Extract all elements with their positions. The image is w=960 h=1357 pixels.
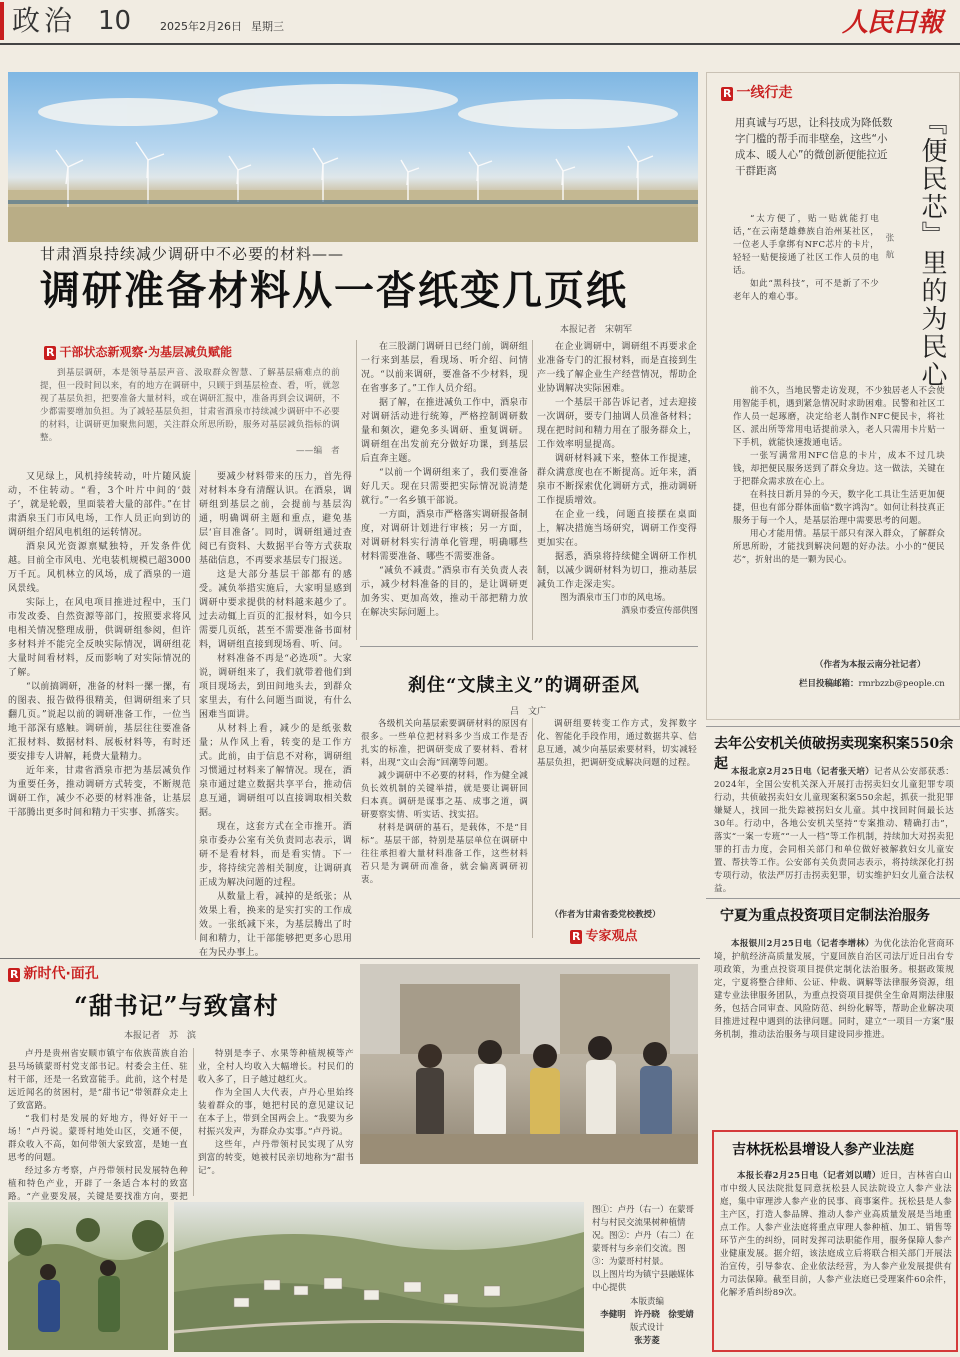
- feature-paragraph: 作为全国人大代表，卢丹心里始终装着群众的事，她把村民的意见建议记在本子上，带到全国两会上。“我要为乡村振兴发声，为群众办实事。”卢丹说。: [198, 1088, 354, 1137]
- column-badge-icon: R: [723, 87, 732, 100]
- news1-text: 记者从公安部获悉：2024年，全国公安机关深入开展打击拐卖妇女儿童犯罪专项行动，共侦破拐卖妇女儿童现案积案550余起，抓获一批犯罪嫌疑人，找回一批失踪被拐妇女儿童。其中找回时间最长达30年。行动中，各地公安机关坚持“专案推动、精确打击”，落实“一案一专班”“一人一档”等工作机制，持续加大对拐卖犯罪的打击力度，会同相关部门和单位做好被解救妇女儿童安置、帮扶等工作。公安部有关负责同志表示，将持续深化打拐专项行动，依法严厉打击拐卖犯罪，切实维护妇女儿童合法权益。: [714, 767, 955, 894]
- frontline-paragraph: 前不久，当地民警走访发现，不少独居老人不会使用智能手机，遇到紧急情况时求助困难。民警和社区工作人员一起琢磨，决定给老人制作NFC便民卡，将社区、派出所等常用电话提前录入，老人只需用卡片贴一下手机，就能快速拨通电话。: [733, 386, 945, 448]
- feature-body-col1: [8, 1048, 188, 1202]
- frontline-author-note: （作者为本报云南分社记者）: [815, 660, 926, 670]
- frontline-body-lower: [733, 385, 945, 651]
- feature-paragraph: 这些年，卢丹带领村民实现了从穷到富的转变，她被村民亲切地称为“甜书记”。: [198, 1140, 354, 1176]
- lead-paragraph: “以前搞调研，准备的材料一摞一摞，有的图表、报告做得很精美，但调研组来了只翻几页。”说起以前的调研准备工作，一位当地干部深有感触。调研前，基层往往要准备汇报材料、数据材料、展板材料等，有时还要安排专人讲解，耗费大量精力。: [8, 682, 191, 762]
- lead-paragraph: 近年来，甘肃省酒泉市把为基层减负作为重要任务，推动调研方式转变，不断规范调研工作，减少不必要的材料准备，让基层干部腾出更多时间和精力干实事、抓落实。: [8, 766, 191, 818]
- frontline-vertical-title: 『便民芯』里的为民心: [917, 109, 947, 389]
- feature-paragraph: 卢丹是贵州省安顺市镇宁布依族苗族自治县马场镇蒙哥村党支部书记。村委会主任、驻村干部，还是一名致富能手。此前，这个村是远近闻名的贫困村，是“甜书记”带领群众走上了致富路。: [8, 1049, 188, 1111]
- news-rule: [706, 898, 960, 899]
- lead-paragraph: 现在，这套方式在全市推开。酒泉市委办公室有关负责同志表示，调研不是看材料，而是看实情。下一步，将持续完善相关制度，让调研真正成为解决问题的过程。: [199, 822, 352, 888]
- lead-paragraph: 从数量上看，减掉的是纸张；从效果上看，换来的是实打实的工作成效。一张纸减下来，为基层腾出了时间和精力，让干部能够把更多心思用在为民办事上。: [199, 892, 352, 958]
- editor-note-sign: ——编 者: [295, 446, 340, 456]
- feature-paragraph: 特别是李子、水果等种植规模等产业，全村人均收入大幅增长。村民们的收入多了，日子越过越红火。: [198, 1049, 354, 1085]
- frontline-paragraph: “太方便了，贴一贴就能打电话，”在云南楚雄彝族自治州某社区，一位老人手拿绑有NFC芯片的卡片，轻轻一贴便接通了社区工作人员的电话。: [733, 214, 879, 276]
- news3-dateline: 本报长春2月25日电: [737, 1171, 819, 1181]
- column-divider: [532, 718, 533, 938]
- news3-box: [712, 1130, 958, 1352]
- column-divider: [195, 470, 196, 940]
- lead-paragraph: 又见绿上，风机持续转动，叶片随风旋动，不住转动。“看，3个叶片中间的‘鼓子’，就是轮毂，里面装着大量的部件。”在甘肃酒泉玉门市风电场，工作人员正向到访的调研组介绍风电机组的运转情况。: [8, 472, 191, 538]
- news3-body: [720, 1170, 952, 1348]
- masthead-rule: [0, 43, 960, 45]
- frontline-paragraph: 如此“黑科技”，可不是新了不少老年人的难心事。: [733, 279, 879, 302]
- feature-orchard-photo: [8, 1202, 168, 1350]
- lead-headline: 调研准备材料从一沓纸变几页纸: [40, 268, 628, 314]
- news1-reporter: （记者张天培）: [811, 767, 875, 777]
- masthead: [0, 0, 960, 46]
- frontline-contact-email[interactable]: rmrbzzb@people.cn: [858, 679, 945, 689]
- editor-note-text: 到基层调研，本是领导基层声音、汲取群众智慧、了解基层痛难点的前提，但一段时间以来，有的地方在调研中，只顾于到基层检查、看，听，就忽视了基层负担，把要准备大量材料，或在调研汇报中，准备再到会议调研，不少都需要增加负担。为了减轻基层负担，甘肃省酒泉市持续减少调研中不必要的材料，让调研更加聚焦问题，关注群众所思所盼，服务对基层减负指标的调整。: [40, 368, 340, 443]
- frontline-paragraph: 一张写满常用NFC信息的卡片，成本不过几块钱，却把便民服务送到了群众身边。这一做法，关键在于把群众需求放在心上。: [733, 451, 945, 487]
- feature-paragraph: “我们村是发展的好地方，得好好干一场！”卢丹说。蒙哥村地处山区，交通不便，群众收入不高，如何带领大家致富，是她一直思考的问题。: [8, 1114, 188, 1163]
- newspaper-logo: 人民日報: [842, 8, 943, 38]
- lead-paragraph: 这是大部分基层干部都有的感受。减负举措实施后，大家明显感到调研中要求提供的材料越来越少了。过去动辄上百页的汇报材料，如今只需要几页纸，甚至不需要准备书面材料，调研组直接到现场看、听、问。: [199, 570, 352, 650]
- editor-note: [40, 367, 340, 458]
- feature-paragraph: 经过多方考察，卢丹带领村民发展特色种植和特色产业，开辟了一条适合本村的致富路。“产业要发展，关键是要找准方向，要把: [8, 1166, 188, 1202]
- news2-text: 为优化法治化营商环境，护航经济高质量发展，宁夏回族自治区司法厅近日出台专项政策，为重点投资项目提供定制化法治服务。根据政策规定，宁夏将整合律师、公证、仲裁、调解等法律服务资源，组建专业法律服务团队，为重点投资项目提供全生命周期法律服务，包括合同审查、风险防范、纠纷化解等，帮助企业解决项目推进过程中遇到的法律问题。同时，建立“一项目一方案”服务机制，推动法治服务与项目建设同步推进。: [714, 939, 955, 1040]
- frontline-lead: 用真诚与巧思，让科技成为降低数字门槛的帮手而非壁垒，这些“小成本、暖人心”的微创新便能拉近干群距离: [735, 117, 893, 177]
- column-divider: [356, 340, 357, 640]
- frontline-paragraph: 用心才能用情。基层干部只有深入群众，了解群众所思所盼，才能找到解决问题的好办法。小小的“便民芯”，折射出的是一颗为民心。: [733, 529, 945, 565]
- feature-group-photo: [360, 964, 698, 1164]
- page-number: 10: [98, 6, 132, 36]
- wind-farm-photo: [8, 72, 698, 242]
- commentary-col2: [537, 718, 697, 908]
- lead-paragraph: 实际上，在风电项目推进过程中，玉门市发改委、自然资源等部门，按照要求将风电相关情况整理成册，供调研组参阅，但许多材料并不能完全反映实际情况，调研组花大量时间看材料，反而影响了对实际情况的了解。: [8, 598, 191, 678]
- column-badge-icon: R: [10, 968, 19, 981]
- column-badge-icon: R: [46, 346, 55, 359]
- commentary-paragraph: 各级机关向基层索要调研材料的原因有很多。一些单位把材料多少当成工作是否扎实的标准，把调研变成了要材料、看材料，出现“文山会海”回潮等问题。: [361, 719, 528, 768]
- editor-names: 李健明 许丹晓 徐雯婧: [600, 1310, 694, 1320]
- commentary-author-note: （作者为甘肃省委党校教授）: [550, 910, 661, 920]
- lead-paragraph: 据悉，酒泉将持续健全调研工作机制，以减少调研材料为切口，推动基层减负工作走深走实。: [537, 552, 697, 590]
- lead-paragraph: 要减少材料带来的压力，首先得对材料本身有清醒认识。在酒泉，调研组到基层之前，会提前与基层沟通，明确调研主题和重点，避免基层‘盲目准备’。同时，调研组通过查阅已有资料、大数据平台等方式获取基础信息，不再要求基层专门报送。: [199, 472, 352, 566]
- commentary-rule: [360, 646, 698, 647]
- commentary-paragraph: 调研组要转变工作方式，发挥数字化、智能化手段作用，通过数据共享、信息互通，减少向基层索要材料，切实减轻基层负担，把调研变成解决问题的过程。: [537, 719, 697, 768]
- lead-column-tag: [44, 344, 232, 360]
- lead-paragraph: 酒泉风光资源禀赋独特，开发条件优越。目前全市风电、光电装机规模已超3000万千瓦。风机林立的风场，成了酒泉的一道风景线。: [8, 542, 191, 594]
- column-badge-icon: R: [572, 930, 581, 943]
- news1-dateline: 本报北京2月25日电: [731, 767, 812, 777]
- issue-weekday: 星期三: [251, 20, 284, 33]
- editor-role: 版式设计: [629, 1323, 664, 1333]
- commentary-paragraph: 材料是调研的基石，是载体，不是“目标”。基层干部，特别是基层单位在调研中往往承担着大量材料准备工作，这些材料若只是为调研而准备，就会偏离调研初衷。: [361, 823, 528, 885]
- news3-headline: 吉林抚松县增设人参产业法庭: [732, 1142, 914, 1158]
- lead-paragraph: “减负不减责。”酒泉市有关负责人表示，减少材料准备的目的，是让调研更加务实、更加高效，推动干部把精力放在解决实际问题上。: [361, 566, 528, 618]
- issue-date: 2025年2月26日: [160, 20, 242, 33]
- lead-paragraph: 在三股湖门调研日已经门前，调研组一行来到基层，看现场、听介绍、问情况。“以前来调研，要准备不少材料，现在省事多了。”工作人员介绍。: [361, 342, 528, 394]
- frontline-column-tag: [721, 83, 792, 103]
- lead-kicker: 甘肃酒泉持续减少调研中不必要的材料——: [40, 245, 345, 263]
- news2-headline: 宁夏为重点投资项目定制法治服务: [720, 908, 930, 924]
- frontline-column-tag-text: 一线行走: [736, 85, 793, 101]
- news2-dateline: 本报银川2月25日电: [731, 939, 812, 949]
- lead-body-col2: [199, 470, 352, 958]
- frontline-author: 张 航: [884, 233, 894, 259]
- editor-names: 张芳菱: [634, 1336, 660, 1346]
- lead-photo-caption: [560, 592, 698, 618]
- feature-photo-caption-text: 图①：卢丹（右一）在蒙哥村与村民交流果树种植情况。图②：卢丹（右二）在蒙哥村与乡亲们交流。图③：为蒙哥村村景。: [592, 1205, 695, 1267]
- commentary-byline: 吕 文广: [510, 707, 547, 717]
- lead-byline: 本报记者 宋朝军: [560, 325, 633, 335]
- commentary-column-tag: [570, 928, 638, 946]
- feature-editors: [592, 1296, 702, 1348]
- lead-paragraph: 调研材料减下来，整体工作提速，群众满意度也在不断提高。近年来，酒泉市不断探索优化调研方式，推动调研工作提质增效。: [537, 454, 697, 506]
- commentary-headline: 刹住“文牍主义”的调研歪风: [408, 675, 640, 696]
- lead-body-col3: [361, 340, 528, 640]
- frontline-paragraph: 在科技日新月异的今天，数字化工具让生活更加便捷，但也有部分群体面临“数字鸿沟”。如何让科技真正服务于每一个人，是基层治理中需要思考的问题。: [733, 490, 945, 526]
- column-divider: [193, 1048, 194, 1196]
- feature-body-col2: [198, 1048, 354, 1196]
- feature-rule: [0, 958, 700, 959]
- section-marker: [0, 2, 4, 40]
- lead-paragraph: 在企业一线，问题直接摆在桌面上，解决措施当场研究，调研工作变得更加实在。: [537, 510, 697, 548]
- lead-paragraph: 从材料上看，减少的是纸张数量；从作风上看，转变的是工作方式。此前，由于信息不对称，调研组习惯通过材料来了解情况。现在，酒泉市通过建立数据共享平台，推动信息互通，调研组可以直接调取相关数据。: [199, 724, 352, 818]
- lead-paragraph: 材料准备不再是“必选项”。大家说，调研组来了，我们就带着他们到项目现场去，到田间地头去，到群众家里去，有什么问题当面说，有什么困难当面讲。: [199, 654, 352, 720]
- feature-village-photo: [174, 1202, 584, 1352]
- frontline-contact: [799, 677, 945, 689]
- news1-body: [714, 766, 954, 894]
- lead-photo-caption-text: 图为酒泉市玉门市的风电场。: [560, 593, 671, 603]
- news2-reporter: （记者李增林）: [811, 939, 875, 949]
- frontline-contact-label: 栏目投稿邮箱：: [799, 679, 859, 689]
- lead-column-tag-text: 干部状态新观察·为基层减负赋能: [59, 345, 233, 359]
- lead-photo-credit: 酒泉市委宣传部供图: [621, 606, 698, 616]
- lead-paragraph: 一个基层干部告诉记者，过去迎接一次调研，要专门抽调人员准备材料；现在把时间和精力用在了服务群众上，工作效率明显提高。: [537, 398, 697, 450]
- news1-headline: 去年公安机关侦破拐卖现案积案550余起: [714, 736, 954, 772]
- lead-paragraph: 据了解，在推进减负工作中，酒泉市对调研活动进行统筹，严格控制调研数量和频次，避免多头调研、重复调研。调研组在出发前充分做好功课，到基层后直奔主题。: [361, 398, 528, 464]
- lead-body-col4: [537, 340, 697, 588]
- news3-text: 近日，吉林省白山市中级人民法院批复同意抚松县人民法院设立人参产业法庭，集中审理涉人参产业的民事、商事案件。抚松县是人参主产区，打造人参品牌、推动人参产业高质量发展是当地重点工作。人参产业法庭将重点审理人参种植、加工、销售等环节产生的纠纷，同时发挥司法职能作用，服务保障人参产业健康发展。据介绍，该法庭成立后将联合相关部门开展法治宣传，引导参农、企业依法经营，为人参产业发展提供有力司法保障。截至目前，人参产业法庭已受理案件60余件，化解矛盾纠纷89次。: [720, 1171, 952, 1298]
- feature-photo-caption: [592, 1204, 700, 1295]
- feature-headline: “甜书记”与致富村: [74, 991, 279, 1020]
- commentary-col1: [361, 718, 528, 938]
- news-rule: [706, 726, 960, 727]
- lead-paragraph: “以前一个调研组来了，我们要准备好几天。现在只需要把实际情况说清楚就行。”一名乡镇干部说。: [361, 468, 528, 506]
- feature-byline: 本报记者 苏 滨: [124, 1031, 197, 1041]
- lead-body-col1: [8, 470, 191, 940]
- feature-column-tag-text: 新时代·面孔: [23, 966, 99, 982]
- feature-photo-credit: 以上图片均为镇宁县融媒体中心提供: [592, 1270, 695, 1293]
- frontline-box: [706, 72, 960, 720]
- feature-column-tag: [8, 964, 99, 984]
- news2-body: [714, 938, 954, 1120]
- column-divider: [532, 340, 533, 640]
- section-name: 政治: [12, 4, 77, 37]
- commentary-paragraph: 减少调研中不必要的材料，作为健全减负长效机制的关键举措，就是要让调研回归本真。调研是谋事之基、成事之道，调研要察实情、听实话、找实招。: [361, 771, 528, 820]
- news3-reporter: （记者刘以晴）: [818, 1171, 881, 1181]
- frontline-body: [733, 213, 879, 383]
- editor-role: 本版责编: [629, 1297, 664, 1307]
- commentary-column-tag-text: 专家观点: [585, 929, 638, 944]
- lead-paragraph: 一方面，酒泉市严格落实调研报备制度，对调研计划进行审核；另一方面，对调研材料实行清单化管理，明确哪些材料需要准备、哪些不需要准备。: [361, 510, 528, 562]
- lead-paragraph: 在企业调研中，调研组不再要求企业准备专门的汇报材料，而是直接到生产一线了解企业生产经营情况，帮助企业协调解决实际困难。: [537, 342, 697, 394]
